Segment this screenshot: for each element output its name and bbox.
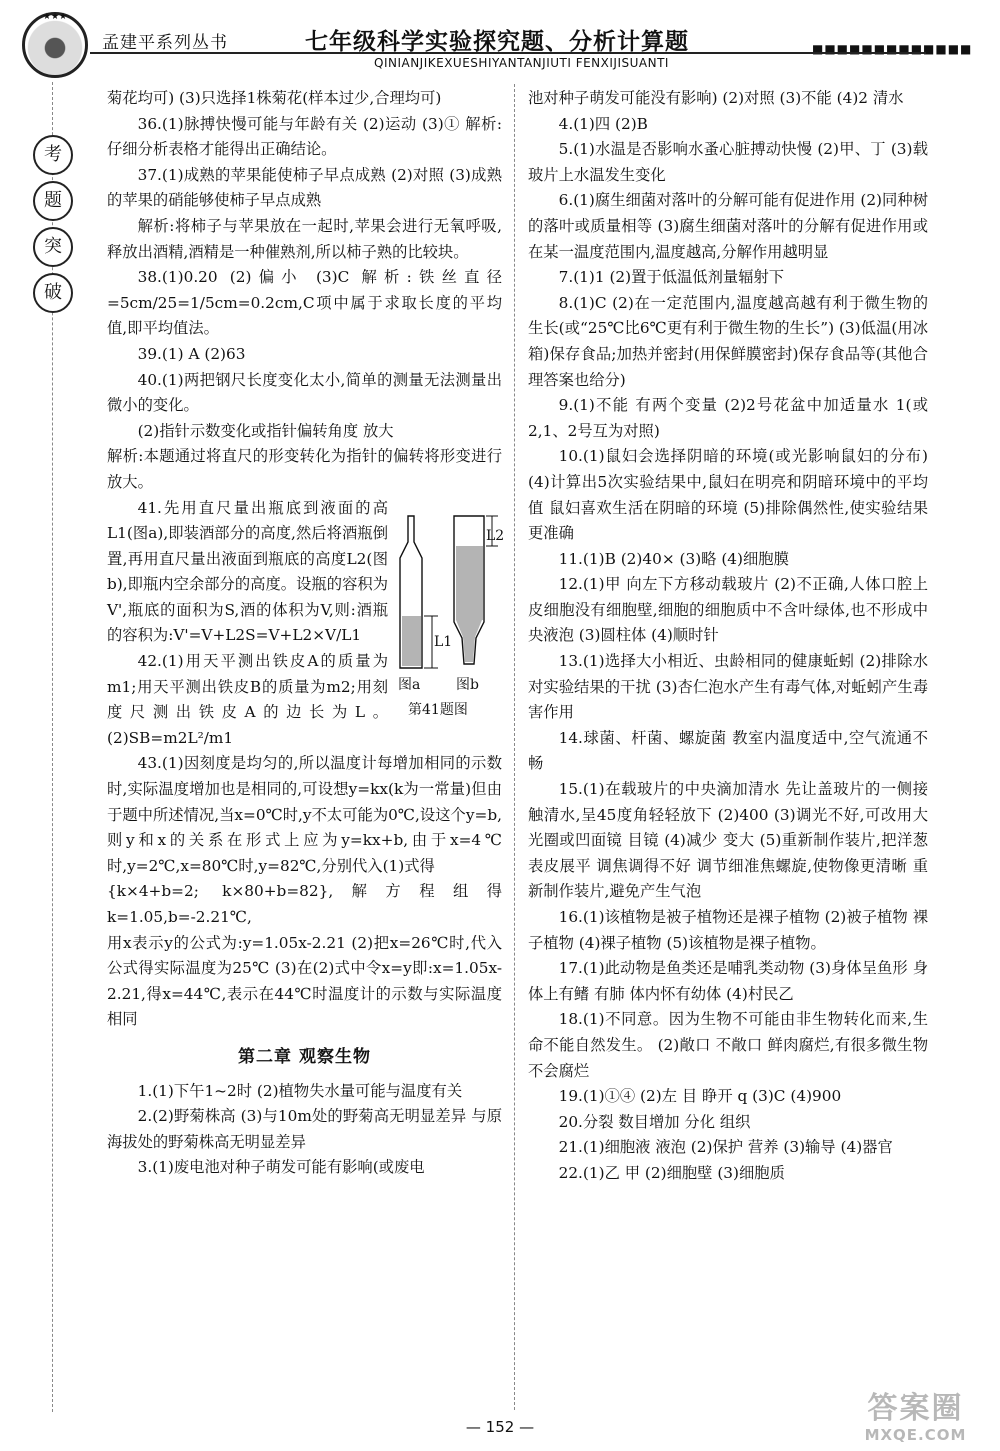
page-number: — 152 — xyxy=(465,1418,535,1436)
ch2-answer-19: 19.(1)①④ (2)左 目 睁开 q (3)C (4)900 xyxy=(558,1087,842,1106)
answer-43-continued: 用x表示y的公式为:y=1.05x-2.21 (2)把x=26℃时,代入公式得实际温度为25℃ (3)在(2)式中令x=y即:x=1.05x-2.21,得x=44℃,表示在44℃时温度计的示数与实际温度相同 xyxy=(107,933,502,1029)
ch2-answer-17: 17.(1)此动物是鱼类还是哺乳类动物 (3)身体呈鱼形 身体上有鳍 有肺 体内怀有幼体 (4)村民乙 xyxy=(528,959,928,1003)
book-title: 七年级科学实验探究题、分析计算题 xyxy=(305,29,689,55)
answer-39: 39.(1) A (2)63 xyxy=(137,344,246,363)
answer-43-equations: {k×4+b=2; k×80+b=82},解方程组得k=1.05,b=-2.21℃, xyxy=(107,882,502,926)
figure-label-a: 图a xyxy=(398,676,421,693)
ch2-answer-3: 3.(1)废电池对种子萌发可能有影响(或废电 xyxy=(137,1158,425,1177)
sidebar-badge-ti: 题 xyxy=(33,181,73,221)
watermark xyxy=(848,1392,983,1444)
answer-40-analysis: 解析:本题通过将直尺的形变转化为指针的偏转将形变进行放大。 xyxy=(107,447,502,491)
answer-41: 41.先用直尺量出瓶底到液面的高L1(图a),即装酒部分的高度,然后将酒瓶倒置,再用直尺量出液面到瓶底的高度L2(图b),即瓶内空余部分的高度。设瓶的容积为V',瓶底的面积为S,酒的体积为V,则:酒瓶的容积为:V'=V+L2S=V+L2×V/L1 xyxy=(107,498,388,645)
figure-41 xyxy=(394,498,505,724)
page-header xyxy=(0,0,1000,80)
answer-37: 37.(1)成熟的苹果能使柿子早点成熟 (2)对照 (3)成熟的苹果的硝能够使柿子早点成熟 xyxy=(107,165,502,210)
answer-37-analysis: 解析:将柿子与苹果放在一起时,苹果会进行无氧呼吸,释放出酒精,酒精是一种催熟剂,所以柿子熟的比较块。 xyxy=(107,216,502,261)
ch2-answer-1: 1.(1)下午1~2时 (2)植物失水量可能与温度有关 xyxy=(137,1081,463,1100)
ch2-answer-4: 4.(1)四 (2)B xyxy=(558,114,648,133)
figure-caption: 第41题图 xyxy=(408,701,468,718)
ch2-answer-14: 14.球菌、杆菌、螺旋菌 教室内温度适中,空气流通不畅 xyxy=(528,728,928,773)
ch2-answer-11: 11.(1)B (2)40× (3)略 (4)细胞膜 xyxy=(558,549,789,568)
ch2-answer-3-continued: 池对种子萌发可能没有影响) (2)对照 (3)不能 (4)2 清水 xyxy=(528,89,904,107)
figure-label-b: 图b xyxy=(456,676,479,693)
label-l2: L2 xyxy=(486,527,505,544)
right-column xyxy=(528,86,928,1187)
sidebar-badge-tu: 突 xyxy=(33,227,73,267)
sidebar-badge-po: 破 xyxy=(33,273,73,313)
ch2-answer-13: 13.(1)选择大小相近、虫龄相同的健康蚯蚓 (2)排除水对实验结果的干扰 (3)杏仁泡水产生有毒气体,对蚯蚓产生毒害作用 xyxy=(528,652,928,722)
ch2-answer-12: 12.(1)甲 向左下方移动载玻片 (2)不正确,人体口腔上皮细胞没有细胞壁,细胞的细胞质中不含叶绿体,也不形成中央液泡 (3)圆柱体 (4)顺时针 xyxy=(528,575,928,645)
answer-40: 40.(1)两把钢尺长度变化太小,简单的测量无法测量出微小的变化。 xyxy=(107,370,502,415)
ch2-answer-18: 18.(1)不同意。因为生物不可能由非生物转化而来,生命不能自然发生。 (2)敞口 不敞口 鲜肉腐烂,有很多微生物 不会腐烂 xyxy=(528,1010,928,1080)
label-l1: L1 xyxy=(434,633,453,650)
ch2-answer-15: 15.(1)在载玻片的中央滴加清水 先让盖玻片的一侧接触清水,呈45度角轻轻放下 (2)400 (3)调光不好,可改用大光圈或凹面镜 目镜 (4)减少 变大 (5)重新制作装片,把洋葱表皮展平 调焦调得不好 调节细准焦螺旋,使物像更清晰 重新制作装片,避免产生气泡 xyxy=(528,780,928,901)
answer-35-continued: 菊花均可) (3)只选择1株菊花(样本过少,合理均可) xyxy=(107,89,442,107)
ch2-answer-2: 2.(2)野菊株高 (3)与10m处的野菊高无明显差异 与原海拔处的野菊株高无明显差异 xyxy=(107,1107,502,1151)
series-name: 孟建平系列丛书 xyxy=(102,33,228,53)
ch2-answer-5: 5.(1)水温是否影响水蚤心脏搏动快慢 (2)甲、丁 (3)载玻片上水温发生变化 xyxy=(528,140,928,184)
answer-38: 38.(1)0.20 (2)偏小 (3)C 解析:铁丝直径=5cm/25=1/5cm=0.2cm,C项中属于求取长度的平均值,即平均值法。 xyxy=(107,268,502,338)
watermark-sub: MXQE.COM xyxy=(864,1426,967,1444)
header-decoration: ■■■■■■■■■■■■■ xyxy=(812,42,973,56)
chapter-heading: 第二章 观察生物 xyxy=(238,1046,371,1067)
column-divider xyxy=(514,84,515,1410)
sidebar-badge-kao: 考 xyxy=(33,135,73,175)
answer-36: 36.(1)脉搏快慢可能与年龄有关 (2)运动 (3)① 解析:仔细分析表格才能得出正确结论。 xyxy=(107,114,502,159)
watermark-main: 答案圈 xyxy=(867,1391,964,1426)
ch2-answer-9: 9.(1)不能 有两个变量 (2)2号花盆中加适量水 1(或2,1、2号互为对照) xyxy=(528,396,928,440)
ch2-answer-21: 21.(1)细胞液 液泡 (2)保护 营养 (3)输导 (4)器官 xyxy=(558,1138,893,1157)
ch2-answer-8: 8.(1)C (2)在一定范围内,温度越高越有利于微生物的生长(或“25℃比6℃更有利于微生物的生长”) (3)低温(用冰箱)保存食品;加热并密封(用保鲜膜密封)保存食品等(其他合理答案也给分) xyxy=(528,293,928,389)
header-rule xyxy=(90,52,926,54)
left-column xyxy=(107,86,505,1181)
answer-40-part2: (2)指针示数变化或指针偏转角度 放大 xyxy=(137,421,394,440)
ch2-answer-16: 16.(1)该植物是被子植物还是裸子植物 (2)被子植物 裸子植物 (4)裸子植物 (5)该植物是裸子植物。 xyxy=(528,908,928,952)
logo-text: ★★★ xyxy=(42,12,68,22)
answer-43: 43.(1)因刻度是均匀的,所以温度计每增加相同的示数时,实际温度增加也是相同的,可设想y=kx(k为一常量)但由于题中所述情况,当x=0℃时,y不太可能为0℃,设这个y=b,则y和x的关系在形式上应为y=kx+b,由于x=4℃时,y=2℃,x=80℃时,y=82℃,分别代入(1)式得 xyxy=(107,754,502,875)
ch2-answer-20: 20.分裂 数目增加 分化 组织 xyxy=(558,1112,751,1131)
series-logo xyxy=(22,12,88,78)
ch2-answer-6: 6.(1)腐生细菌对落叶的分解可能有促进作用 (2)同种树的落叶或质量相等 (3)腐生细菌对落叶的分解有促进作用或在某一温度范围内,温度越高,分解作用越明显 xyxy=(528,191,928,261)
ch2-answer-10: 10.(1)鼠妇会选择阴暗的环境(或光影响鼠妇的分布) (4)计算出5次实验结果中,鼠妇在明亮和阴暗环境中的平均值 鼠妇喜欢生活在阴暗的环境 (5)排除偶然性,使实验结果更准确 xyxy=(528,447,928,543)
ch2-answer-22: 22.(1)乙 甲 (2)细胞壁 (3)细胞质 xyxy=(558,1163,785,1182)
book-title-pinyin: QINIANJIKEXUESHIYANTANJIUTI FENXIJISUANTI xyxy=(374,56,669,70)
answer-42: 42.(1)用天平测出铁皮A的质量为m1;用天平测出铁皮B的质量为m2;用刻度尺测出铁皮A的边长为L。 (2)SB=m2L²/m1 xyxy=(107,652,388,747)
ch2-answer-7: 7.(1)1 (2)置于低温低剂量辐射下 xyxy=(558,268,785,287)
